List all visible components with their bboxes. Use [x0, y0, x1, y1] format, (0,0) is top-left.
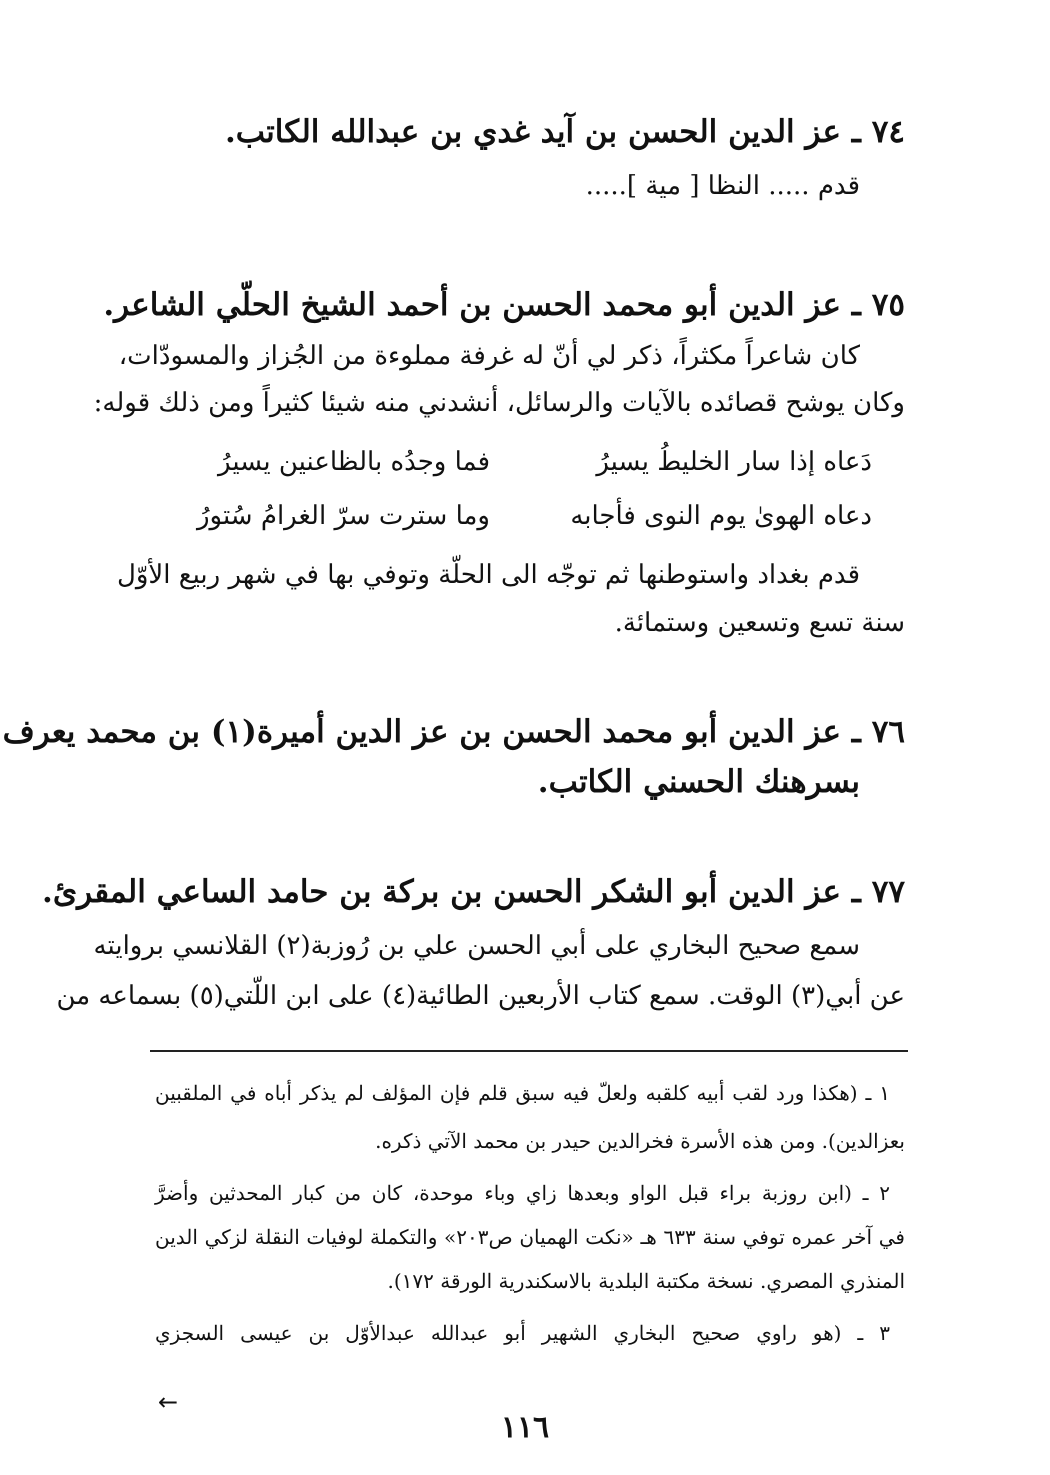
entry-76-heading-line-2: بسرهنك الحسني الكاتب.	[537, 764, 860, 800]
verse-2-first-hemistich: دعاه الهوىٰ يوم النوى فأجابه	[570, 501, 872, 531]
footnote-2-line-2: في آخر عمره توفي سنة ٦٣٣ هـ «نكت الهميان ص٢٠٣» والتكملة لوفيات النقلة لزكي الدين	[155, 1225, 905, 1249]
footnote-divider	[150, 1050, 908, 1052]
entry-77-heading: ٧٧ ـ عز الدين أبو الشكر الحسن بن بركة بن حامد الساعي المقرئ.	[42, 874, 905, 910]
footnote-3-line-1: ٣ ـ (هو راوي صحيح البخاري الشهير أبو عبدالله عبدالأوّل بن عيسى السجزي	[155, 1321, 890, 1345]
entry-75-closing-1: قدم بغداد واستوطنها ثم توجّه الى الحلّة وتوفي بها في شهر ربيع الأوّل	[116, 560, 860, 590]
entry-75-line-2: وكان يوشح قصائده بالآيات والرسائل، أنشدني منه شيئا كثيراً ومن ذلك قوله:	[93, 388, 905, 418]
entry-74-text: قدم ..... النظا [ مية ].....	[585, 171, 860, 201]
page-number: ١١٦	[500, 1410, 550, 1445]
footnote-1-line-1: ١ ـ (هكذا ورد لقب أبيه كلقبه ولعلّ فيه سبق قلم فإن المؤلف لم يذكر أباه في الملقبين	[155, 1081, 890, 1105]
verse-1-first-hemistich: دَعاه إذا سار الخليطُ يسيرُ	[596, 447, 872, 477]
entry-75-line-1: كان شاعراً مكثراً، ذكر لي أنّ له غرفة مملوءة من الجُزاز والمسودّات،	[118, 341, 860, 371]
entry-76-heading-line-1: ٧٦ ـ عز الدين أبو محمد الحسن بن عز الدين أميرة(١) بن محمد يعرف	[2, 714, 905, 750]
entry-75-closing-2: سنة تسع وتسعين وستمائة.	[614, 608, 905, 638]
entry-77-line-2: عن أبي(٣) الوقت. سمع كتاب الأربعين الطائية(٤) على ابن اللّتي(٥) بسماعه من	[56, 981, 905, 1011]
footnote-1-line-2: بعزالدين). ومن هذه الأسرة فخرالدين حيدر بن محمد الآتي ذكره.	[375, 1129, 905, 1153]
verse-2-second-hemistich: وما سترت سرّ الغرامُ سُتورُ	[196, 501, 490, 531]
footnote-2-line-1: ٢ ـ (ابن روزبة براء قبل الواو وبعدها زاي وباء موحدة، كان من كبار المحدثين وأضرَّ	[155, 1181, 890, 1205]
entry-75-heading: ٧٥ ـ عز الدين أبو محمد الحسن بن أحمد الشيخ الحلّي الشاعر.	[103, 287, 905, 323]
footnote-2-line-3: المنذري المصري. نسخة مكتبة البلدية بالاسكندرية الورقة ١٧٢).	[387, 1269, 905, 1293]
verse-1-second-hemistich: فما وجدُه بالظاعنين يسيرُ	[217, 447, 490, 477]
entry-74-heading: ٧٤ ـ عز الدين الحسن بن آيد غدي بن عبدالله الكاتب.	[224, 114, 905, 150]
continuation-arrow-icon: ←	[158, 1388, 179, 1416]
entry-77-line-1: سمع صحيح البخاري على أبي الحسن علي بن رُوزبة(٢) القلانسي بروايته	[93, 931, 860, 961]
